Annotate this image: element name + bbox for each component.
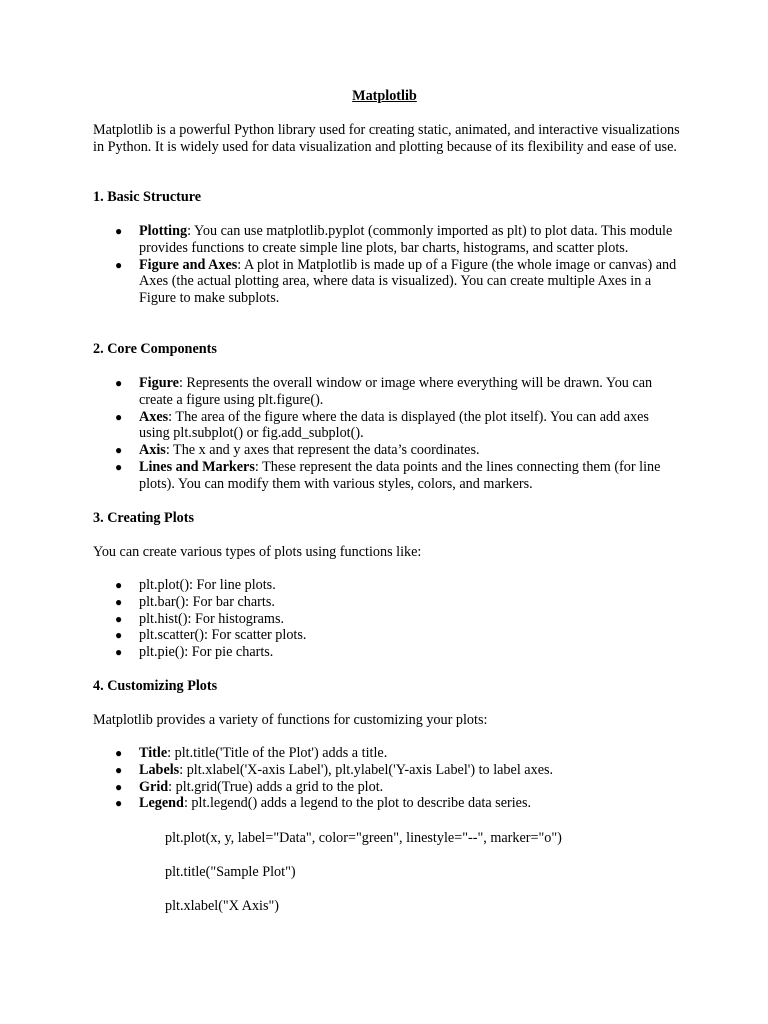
- term-label: Lines and Markers: [139, 458, 255, 475]
- list-item-text: plt.plot(): For line plots.: [139, 577, 276, 593]
- term-label: Labels: [139, 761, 180, 778]
- section-heading-basic-structure: 1. Basic Structure: [93, 189, 202, 205]
- list-item: [93, 594, 683, 611]
- term-label: Legend: [139, 795, 184, 812]
- bullet-icon: ●: [115, 594, 123, 609]
- bullet-icon: ●: [115, 409, 123, 424]
- list-item: [93, 223, 683, 257]
- code-line-title: plt.title("Sample Plot"): [165, 864, 296, 880]
- basic-structure-list: [93, 223, 683, 307]
- bullet-icon: ●: [115, 628, 123, 643]
- list-item: [93, 795, 683, 812]
- bullet-icon: ●: [115, 645, 123, 660]
- customizing-plots-list: [93, 745, 683, 812]
- core-components-list: [93, 375, 683, 493]
- term-description: : The x and y axes that represent the data’s coordinates.: [165, 442, 480, 459]
- customizing-plots-intro: Matplotlib provides a variety of functions for customizing your plots:: [93, 712, 488, 728]
- section-heading-customizing-plots: 4. Customizing Plots: [93, 678, 218, 694]
- list-item: [93, 459, 683, 493]
- term-description: : You can use matplotlib.pyplot (commonly imported as plt) to plot data. This module provides functions to create simple line plots, bar charts, histograms, and scatter plots.: [139, 223, 673, 256]
- term-description: : plt.xlabel('X-axis Label'), plt.ylabel('Y-axis Label') to label axes.: [179, 761, 554, 778]
- section-heading-core-components: 2. Core Components: [93, 341, 217, 357]
- term-description: : A plot in Matplotlib is made up of a Figure (the whole image or canvas) and Axes (the actual plotting area, where data is visualized). You can create multiple Axes in a Figure to make subplots.: [139, 256, 677, 307]
- list-item-text: plt.bar(): For bar charts.: [139, 593, 275, 610]
- term-label: Grid: [139, 778, 169, 795]
- bullet-icon: ●: [115, 443, 123, 458]
- term-description: : Represents the overall window or image where everything will be drawn. You can create a figure using plt.figure().: [139, 375, 653, 408]
- bullet-icon: ●: [115, 578, 123, 592]
- term-description: : plt.legend() adds a legend to the plot to describe data series.: [183, 795, 532, 812]
- bullet-icon: ●: [115, 762, 123, 777]
- term-description: : The area of the figure where the data is displayed (the plot itself). You can add axes using plt.subplot() or fig.add_subplot().: [139, 408, 649, 442]
- bullet-icon: ●: [115, 257, 123, 272]
- bullet-icon: ●: [115, 611, 123, 626]
- list-item: [93, 762, 683, 779]
- bullet-icon: ●: [115, 796, 123, 811]
- bullet-icon: ●: [115, 779, 123, 794]
- term-label: Title: [139, 745, 168, 761]
- list-item: [93, 257, 683, 307]
- bullet-icon: ●: [115, 459, 123, 474]
- list-item: [93, 644, 683, 661]
- list-item: [93, 779, 683, 796]
- list-item: [93, 442, 683, 459]
- term-description: : plt.grid(True) adds a grid to the plot.: [168, 778, 384, 795]
- code-line-plot: plt.plot(x, y, label="Data", color="green", linestyle="--", marker="o"): [165, 830, 562, 846]
- code-line-xlabel: plt.xlabel("X Axis"): [165, 898, 280, 914]
- list-item: [93, 409, 683, 443]
- bullet-icon: ●: [115, 376, 123, 390]
- document-title: Matplotlib: [352, 88, 417, 104]
- list-item-text: plt.hist(): For histograms.: [139, 610, 285, 627]
- term-label: Axes: [139, 408, 169, 425]
- creating-plots-list: [93, 577, 683, 661]
- term-label: Figure and Axes: [139, 256, 238, 273]
- list-item: [93, 627, 683, 644]
- list-item: [93, 375, 683, 409]
- list-item-text: plt.scatter(): For scatter plots.: [139, 627, 307, 644]
- list-item: [93, 611, 683, 628]
- term-description: : plt.title('Title of the Plot') adds a title.: [167, 745, 388, 761]
- term-label: Figure: [139, 375, 179, 391]
- section-heading-creating-plots: 3. Creating Plots: [93, 510, 195, 526]
- list-item: [93, 745, 683, 762]
- creating-plots-intro: You can create various types of plots using functions like:: [93, 544, 422, 560]
- bullet-icon: ●: [115, 746, 123, 760]
- bullet-icon: ●: [115, 224, 123, 238]
- list-item: [93, 577, 683, 594]
- intro-paragraph: Matplotlib is a powerful Python library used for creating static, animated, and interactive visualizations in Python. It is widely used for data visualization and plotting because of its flexibility and ease of use.: [93, 122, 680, 155]
- term-label: Plotting: [139, 223, 188, 239]
- list-item-text: plt.pie(): For pie charts.: [139, 644, 274, 661]
- term-description: : These represent the data points and the lines connecting them (for line plots). You can modify them with various styles, colors, and markers.: [139, 458, 661, 492]
- term-label: Axis: [139, 442, 166, 459]
